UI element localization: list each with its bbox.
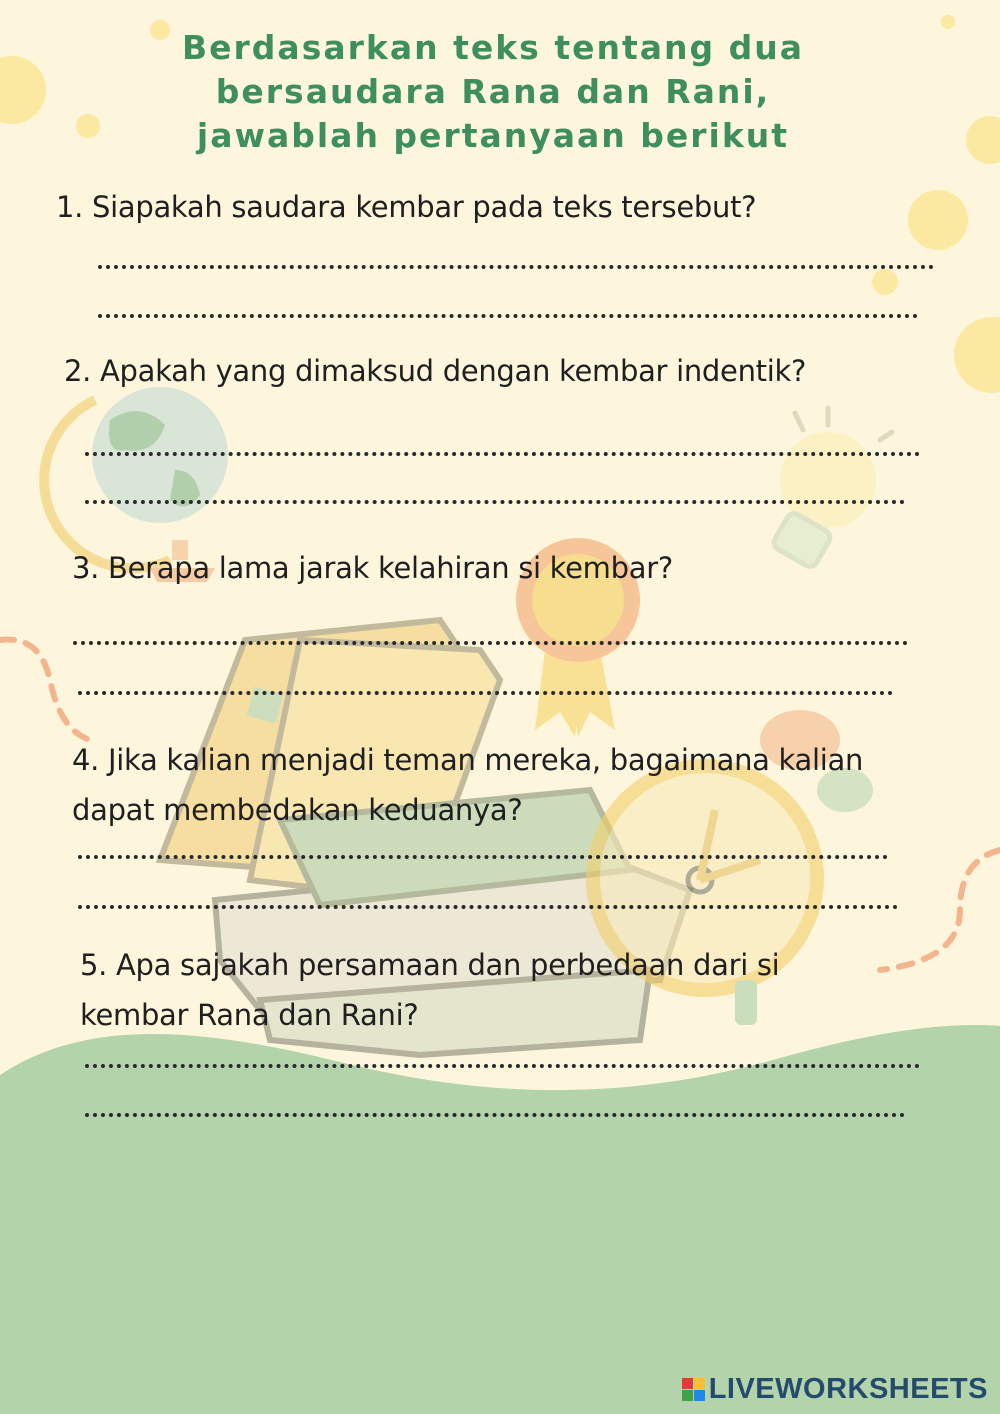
question-2	[64, 346, 806, 396]
question-text: Jika kalian menjadi teman mereka, bagaimana kalian	[108, 743, 864, 777]
logo-text: LIVEWORKSHEETS	[708, 1373, 988, 1405]
question-number: 1.	[56, 190, 84, 224]
question-text: Apakah yang dimaksud dengan kembar indentik?	[100, 354, 807, 388]
answer-line-4a[interactable]	[78, 855, 888, 859]
question-text: Siapakah saudara kembar pada teks tersebut?	[92, 190, 757, 224]
title-line: bersaudara Rana dan Rani,	[215, 72, 771, 111]
title-line: jawablah pertanyaan berikut	[196, 116, 790, 155]
lightbulb-illustration	[771, 408, 892, 569]
question-number: 3.	[72, 551, 100, 585]
question-number: 2.	[64, 354, 92, 388]
answer-line-1b[interactable]	[98, 314, 918, 318]
title-line: Berdasarkan teks tentang dua	[182, 28, 804, 67]
question-5	[80, 940, 779, 1040]
question-1	[56, 182, 756, 232]
liveworksheets-logo-icon	[682, 1378, 705, 1401]
answer-line-5a[interactable]	[85, 1064, 920, 1068]
question-3	[72, 543, 673, 593]
dashed-curve-right	[880, 850, 1000, 970]
liveworksheets-logo[interactable]	[682, 1373, 988, 1406]
question-text: Apa sajakah persamaan dan perbedaan dari si	[116, 948, 780, 982]
worksheet-title	[0, 26, 986, 158]
answer-line-4b[interactable]	[78, 905, 898, 909]
green-wave	[0, 1025, 1000, 1414]
answer-line-3b[interactable]	[78, 691, 893, 695]
answer-line-2b[interactable]	[85, 500, 905, 504]
answer-line-1a[interactable]	[98, 265, 934, 269]
question-text-continued: kembar Rana dan Rani?	[80, 998, 419, 1032]
answer-line-5b[interactable]	[85, 1113, 905, 1117]
question-text-continued: dapat membedakan keduanya?	[72, 793, 523, 827]
dashed-curve-left	[0, 640, 90, 741]
answer-line-2a[interactable]	[85, 452, 920, 456]
question-number: 4.	[72, 743, 100, 777]
question-4	[72, 735, 863, 835]
question-number: 5.	[80, 948, 108, 982]
answer-line-3a[interactable]	[73, 641, 908, 645]
question-text: Berapa lama jarak kelahiran si kembar?	[108, 551, 673, 585]
